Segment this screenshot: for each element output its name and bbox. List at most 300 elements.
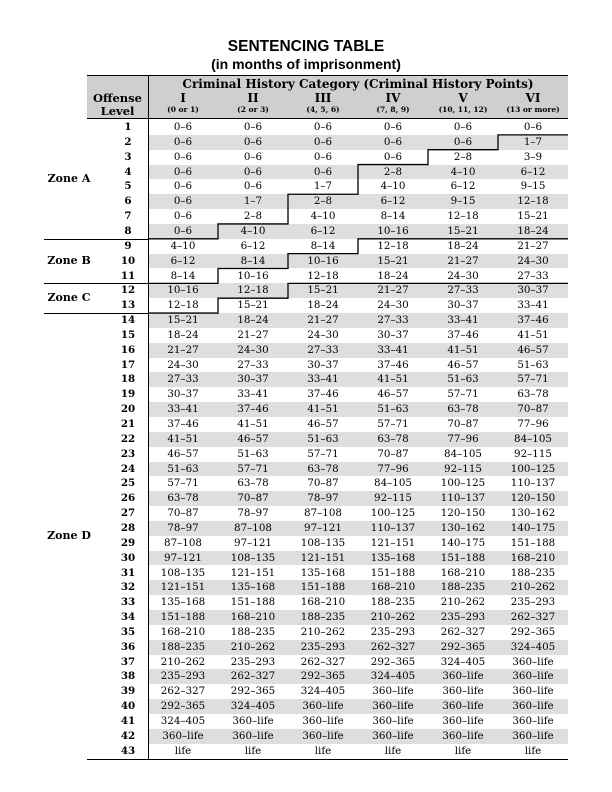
- table-cell: 168–210: [440, 566, 486, 579]
- table-cell: 78–97: [167, 521, 199, 534]
- table-cell: 41–51: [377, 373, 409, 386]
- table-cell: 57–71: [167, 477, 199, 490]
- table-cell: 262–327: [160, 685, 206, 698]
- table-cell: 0–6: [313, 135, 333, 148]
- zone-divider: [44, 283, 148, 284]
- table-cell: 18–24: [517, 224, 549, 237]
- offense-level: 6: [124, 195, 132, 208]
- category-roman: II: [247, 91, 259, 105]
- table-cell: 41–51: [307, 403, 339, 416]
- header-bottom-rule: [87, 118, 568, 119]
- table-cell: 6–12: [170, 254, 196, 267]
- table-cell: 360–life: [232, 715, 274, 727]
- table-cell: 360–life: [512, 670, 554, 683]
- offense-level: 3: [124, 150, 132, 163]
- table-cell: 21–27: [307, 314, 339, 327]
- offense-level: 16: [120, 343, 136, 356]
- table-cell: 360–life: [512, 655, 554, 668]
- offense-level: 36: [120, 640, 136, 653]
- offense-level: 12: [120, 284, 136, 297]
- table-cell: 110–137: [440, 492, 486, 505]
- table-cell: 51–63: [447, 373, 479, 386]
- table-cell: 0–6: [243, 180, 263, 193]
- table-cell: 0–6: [173, 121, 193, 133]
- offense-label-line2: Level: [100, 104, 135, 118]
- table-cell: 18–24: [237, 314, 269, 327]
- table-cell: 360–life: [512, 715, 554, 727]
- table-cell: 292–365: [160, 700, 206, 713]
- zone-label: Zone C: [47, 291, 91, 305]
- offense-level: 1: [124, 121, 132, 133]
- category-points: (2 or 3): [237, 105, 269, 114]
- table-cell: 97–121: [304, 521, 342, 534]
- table-cell: 33–41: [167, 403, 199, 416]
- offense-level: 39: [120, 685, 136, 698]
- table-cell: 360–life: [442, 715, 484, 727]
- table-cell: 360–life: [372, 715, 414, 727]
- table-cell: 24–30: [517, 254, 549, 267]
- table-cell: 235–293: [440, 611, 486, 624]
- table-cell: 110–137: [370, 521, 416, 534]
- table-cell: 140–175: [440, 536, 486, 549]
- table-cell: 140–175: [510, 521, 556, 534]
- table-cell: 188–235: [160, 640, 206, 653]
- table-cell: 30–37: [517, 284, 549, 297]
- table-cell: 15–21: [167, 314, 199, 327]
- offense-level: 28: [120, 521, 136, 534]
- offense-level: 4: [124, 165, 132, 178]
- offense-level: 25: [120, 477, 136, 490]
- table-cell: 24–30: [237, 343, 269, 356]
- category-roman: V: [458, 91, 468, 105]
- table-cell: 12–18: [447, 210, 479, 223]
- table-cell: 135–168: [370, 551, 416, 564]
- table-cell: 151–188: [370, 566, 416, 579]
- table-cell: 151–188: [230, 596, 276, 609]
- table-cell: 27–33: [447, 284, 479, 297]
- table-cell: 30–37: [167, 388, 199, 401]
- table-cell: 100–125: [370, 507, 416, 520]
- table-cell: 235–293: [230, 655, 276, 668]
- table-cell: 151–188: [160, 611, 206, 624]
- table-cell: life: [244, 744, 262, 757]
- table-cell: 77–96: [377, 462, 409, 475]
- offense-level: 22: [120, 432, 136, 445]
- table-cell: 292–365: [370, 655, 416, 668]
- table-cell: 235–293: [300, 640, 346, 653]
- table-cell: 87–108: [164, 536, 202, 549]
- table-cell: 292–365: [230, 685, 276, 698]
- table-cell: 210–262: [230, 640, 276, 653]
- table-cell: 151–188: [510, 536, 556, 549]
- table-cell: 292–365: [440, 640, 486, 653]
- table-cell: 0–6: [173, 195, 193, 208]
- table-cell: 2–8: [243, 210, 263, 223]
- offense-level: 2: [124, 135, 132, 148]
- page-title: SENTENCING TABLE: [227, 38, 385, 55]
- table-cell: 235–293: [510, 596, 556, 609]
- table-cell: 18–24: [447, 239, 479, 252]
- table-cell: 51–63: [307, 432, 339, 445]
- table-cell: 51–63: [377, 403, 409, 416]
- table-cell: 30–37: [307, 358, 339, 371]
- table-cell: 0–6: [173, 135, 193, 148]
- offense-level: 20: [120, 403, 136, 416]
- offense-level: 42: [120, 729, 136, 742]
- category-roman: IV: [385, 91, 401, 105]
- table-cell: 0–6: [453, 135, 473, 148]
- table-cell: 57–71: [237, 462, 269, 475]
- table-cell: 37–46: [167, 418, 199, 430]
- table-cell: 1–7: [313, 180, 333, 193]
- table-cell: 77–96: [447, 432, 479, 445]
- table-cell: 8–14: [240, 254, 266, 267]
- table-cell: 63–78: [167, 492, 199, 505]
- table-cell: 135–168: [230, 581, 276, 594]
- table-cell: 210–262: [440, 596, 486, 609]
- table-cell: 46–57: [237, 432, 269, 445]
- table-cell: 324–405: [300, 685, 346, 698]
- table-top-rule: [87, 75, 568, 76]
- table-cell: 63–78: [517, 388, 549, 401]
- table-cell: 188–235: [370, 596, 416, 609]
- table-cell: 84–105: [444, 447, 482, 460]
- table-cell: 70–87: [377, 447, 409, 460]
- table-cell: 33–41: [447, 314, 479, 327]
- table-cell: 18–24: [307, 299, 339, 312]
- category-points: (10, 11, 12): [438, 105, 488, 114]
- table-cell: 21–27: [377, 284, 409, 297]
- offense-level: 34: [120, 611, 136, 624]
- table-cell: 0–6: [173, 165, 193, 178]
- table-cell: 121–151: [370, 536, 416, 549]
- table-cell: 63–78: [237, 477, 269, 490]
- category-points: (7, 8, 9): [376, 105, 410, 114]
- table-cell: 262–327: [440, 625, 486, 638]
- table-cell: 21–27: [237, 328, 269, 341]
- table-cell: 92–115: [444, 462, 482, 475]
- offense-level: 24: [120, 462, 136, 475]
- table-cell: 9–15: [450, 195, 476, 208]
- table-cell: 12–18: [377, 239, 409, 252]
- table-cell: 37–46: [307, 388, 339, 401]
- table-cell: 57–71: [447, 388, 479, 401]
- table-cell: 4–10: [240, 224, 266, 237]
- table-cell: 210–262: [300, 625, 346, 638]
- table-cell: 87–108: [304, 507, 342, 520]
- offense-level: 29: [120, 536, 136, 549]
- table-cell: 360–life: [512, 700, 554, 713]
- table-cell: 27–33: [377, 314, 409, 327]
- table-cell: 6–12: [520, 165, 546, 178]
- table-cell: 21–27: [447, 254, 479, 267]
- table-cell: 360–life: [442, 729, 484, 742]
- table-cell: 77–96: [517, 418, 549, 430]
- table-cell: 10–16: [377, 224, 409, 237]
- table-cell: 0–6: [173, 210, 193, 223]
- category-points: (0 or 1): [167, 105, 199, 114]
- table-cell: 324–405: [370, 670, 416, 683]
- table-cell: 70–87: [447, 418, 479, 430]
- table-cell: 188–235: [510, 566, 556, 579]
- offense-level: 15: [120, 328, 136, 341]
- zone-divider: [44, 239, 148, 240]
- table-cell: 168–210: [370, 581, 416, 594]
- table-cell: 12–18: [307, 269, 339, 282]
- table-cell: 92–115: [374, 492, 412, 505]
- table-cell: 151–188: [440, 551, 486, 564]
- table-cell: 360–life: [372, 729, 414, 742]
- table-cell: 360–life: [372, 685, 414, 698]
- table-cell: 360–life: [372, 700, 414, 713]
- table-cell: 262–327: [510, 611, 556, 624]
- table-cell: 24–30: [447, 269, 479, 282]
- table-cell: 41–51: [167, 432, 199, 445]
- table-cell: 360–life: [302, 729, 344, 742]
- table-cell: 168–210: [510, 551, 556, 564]
- table-cell: 27–33: [307, 343, 339, 356]
- table-cell: 121–151: [160, 581, 206, 594]
- table-cell: 4–10: [380, 180, 406, 193]
- zone-label: Zone A: [47, 172, 91, 186]
- table-cell: 15–21: [447, 224, 479, 237]
- offense-level: 41: [120, 715, 136, 727]
- page-subtitle: (in months of imprisonment): [211, 56, 401, 72]
- table-cell: 18–24: [377, 269, 409, 282]
- table-cell: 188–235: [300, 611, 346, 624]
- table-cell: 135–168: [300, 566, 346, 579]
- table-cell: 120–150: [510, 492, 556, 505]
- table-cell: 6–12: [380, 195, 406, 208]
- table-cell: 41–51: [447, 343, 479, 356]
- offense-level: 26: [120, 492, 136, 505]
- table-cell: 70–87: [167, 507, 199, 520]
- table-cell: 0–6: [383, 135, 403, 148]
- table-cell: 324–405: [160, 715, 206, 727]
- table-cell: 0–6: [173, 224, 193, 237]
- table-cell: 0–6: [313, 150, 333, 163]
- table-cell: 100–125: [510, 462, 556, 475]
- table-cell: 292–365: [300, 670, 346, 683]
- table-cell: 1–7: [243, 195, 263, 208]
- table-cell: 324–405: [440, 655, 486, 668]
- offense-level: 37: [120, 655, 136, 668]
- table-cell: life: [384, 744, 402, 757]
- table-cell: 4–10: [170, 239, 196, 252]
- table-cell: 168–210: [300, 596, 346, 609]
- table-cell: 24–30: [167, 358, 199, 371]
- table-cell: 360–life: [512, 729, 554, 742]
- offense-level: 27: [120, 507, 136, 520]
- table-cell: 360–life: [442, 700, 484, 713]
- table-cell: 63–78: [307, 462, 339, 475]
- table-cell: 324–405: [230, 700, 276, 713]
- category-points: (4, 5, 6): [306, 105, 340, 114]
- table-cell: 0–6: [453, 121, 473, 133]
- offense-level: 31: [120, 566, 136, 579]
- offense-level: 23: [120, 447, 136, 460]
- table-cell: 210–262: [160, 655, 206, 668]
- table-cell: 97–121: [164, 551, 202, 564]
- zone-label: Zone B: [47, 254, 91, 268]
- table-cell: 8–14: [170, 269, 196, 282]
- table-cell: 360–life: [232, 729, 274, 742]
- table-cell: 12–18: [517, 195, 549, 208]
- table-cell: life: [524, 744, 542, 757]
- table-cell: 70–87: [517, 403, 549, 416]
- table-cell: 24–30: [377, 299, 409, 312]
- offense-level: 21: [120, 418, 136, 430]
- table-cell: 2–8: [313, 195, 333, 208]
- table-cell: 84–105: [514, 432, 552, 445]
- offense-level: 5: [124, 180, 132, 193]
- offense-level: 13: [120, 299, 136, 312]
- table-cell: 51–63: [167, 462, 199, 475]
- table-cell: 130–162: [510, 507, 556, 520]
- table-cell: 6–12: [450, 180, 476, 193]
- table-cell: 360–life: [302, 715, 344, 727]
- table-cell: 235–293: [160, 670, 206, 683]
- table-cell: 0–6: [173, 150, 193, 163]
- table-cell: 360–life: [442, 670, 484, 683]
- table-cell: 235–293: [370, 625, 416, 638]
- table-cell: 135–168: [160, 596, 206, 609]
- table-cell: 51–63: [237, 447, 269, 460]
- table-cell: 210–262: [370, 611, 416, 624]
- table-cell: 0–6: [243, 135, 263, 148]
- table-cell: 30–37: [377, 328, 409, 341]
- table-cell: 37–46: [377, 358, 409, 371]
- table-cell: 108–135: [300, 536, 346, 549]
- table-cell: 121–151: [300, 551, 346, 564]
- table-cell: 46–57: [307, 418, 339, 430]
- offense-level: 7: [124, 210, 132, 223]
- table-cell: 37–46: [517, 314, 549, 327]
- table-cell: 8–14: [380, 210, 406, 223]
- table-cell: 130–162: [440, 521, 486, 534]
- table-cell: 4–10: [450, 165, 476, 178]
- table-cell: 15–21: [377, 254, 409, 267]
- table-cell: 37–46: [237, 403, 269, 416]
- table-cell: 70–87: [237, 492, 269, 505]
- table-cell: 0–6: [523, 121, 543, 133]
- table-cell: 6–12: [310, 224, 336, 237]
- table-cell: 21–27: [167, 343, 199, 356]
- offense-level: 17: [120, 358, 136, 371]
- table-cell: life: [454, 744, 472, 757]
- category-points: (13 or more): [506, 105, 560, 114]
- table-cell: 27–33: [167, 373, 199, 386]
- table-cell: 46–57: [517, 343, 549, 356]
- table-cell: 8–14: [310, 239, 336, 252]
- offense-level: 19: [120, 388, 136, 401]
- table-cell: 41–51: [237, 418, 269, 430]
- table-cell: 92–115: [514, 447, 552, 460]
- table-cell: 292–365: [510, 625, 556, 638]
- table-cell: 12–18: [167, 299, 199, 312]
- table-cell: 27–33: [517, 269, 549, 282]
- table-cell: 0–6: [383, 121, 403, 133]
- table-cell: 262–327: [370, 640, 416, 653]
- table-cell: 0–6: [313, 165, 333, 178]
- table-cell: 18–24: [167, 328, 199, 341]
- zone-label: Zone D: [47, 528, 91, 542]
- table-cell: life: [174, 744, 192, 757]
- table-cell: 0–6: [383, 150, 403, 163]
- table-cell: 4–10: [310, 210, 336, 223]
- table-cell: 1–7: [523, 135, 543, 148]
- zone-divider: [44, 313, 148, 314]
- table-cell: 151–188: [300, 581, 346, 594]
- table-cell: 168–210: [230, 611, 276, 624]
- table-cell: 63–78: [377, 432, 409, 445]
- offense-level: 32: [120, 581, 136, 594]
- table-cell: 46–57: [447, 358, 479, 371]
- table-cell: 210–262: [510, 581, 556, 594]
- table-cell: 57–71: [517, 373, 549, 386]
- offense-level: 9: [124, 239, 132, 252]
- table-cell: 6–12: [240, 239, 266, 252]
- table-cell: 2–8: [383, 165, 403, 178]
- table-cell: 9–15: [520, 180, 546, 193]
- offense-level: 14: [120, 314, 136, 327]
- table-cell: 12–18: [237, 284, 269, 297]
- table-cell: 0–6: [243, 165, 263, 178]
- table-cell: 46–57: [377, 388, 409, 401]
- table-cell: 360–life: [442, 685, 484, 698]
- offense-level: 8: [124, 224, 132, 237]
- table-cell: 33–41: [237, 388, 269, 401]
- table-cell: 0–6: [243, 150, 263, 163]
- table-cell: 57–71: [307, 447, 339, 460]
- table-cell: 360–life: [512, 685, 554, 698]
- table-cell: 21–27: [517, 239, 549, 252]
- table-cell: 0–6: [313, 121, 333, 133]
- table-cell: 33–41: [377, 343, 409, 356]
- table-cell: 262–327: [230, 670, 276, 683]
- table-cell: 10–16: [307, 254, 339, 267]
- table-cell: 15–21: [307, 284, 339, 297]
- table-cell: 262–327: [300, 655, 346, 668]
- table-cell: 15–21: [237, 299, 269, 312]
- table-cell: 168–210: [160, 625, 206, 638]
- offense-label-line1: Offense: [93, 91, 142, 105]
- table-cell: 97–121: [234, 536, 272, 549]
- table-cell: 2–8: [453, 150, 473, 163]
- table-cell: 41–51: [517, 328, 549, 341]
- offense-level: 40: [120, 700, 136, 713]
- offense-level: 33: [120, 596, 136, 609]
- category-title: Criminal History Category (Criminal History Points): [182, 77, 534, 91]
- table-cell: 27–33: [237, 358, 269, 371]
- table-cell: 15–21: [517, 210, 549, 223]
- table-cell: 110–137: [510, 477, 556, 490]
- table-cell: 360–life: [302, 700, 344, 713]
- table-cell: 51–63: [517, 358, 549, 371]
- table-cell: 30–37: [447, 299, 479, 312]
- offense-level: 18: [120, 373, 136, 386]
- table-cell: 57–71: [377, 418, 409, 430]
- table-cell: 46–57: [167, 447, 199, 460]
- table-cell: 100–125: [440, 477, 486, 490]
- table-cell: 188–235: [440, 581, 486, 594]
- table-cell: 121–151: [230, 566, 276, 579]
- table-cell: 30–37: [237, 373, 269, 386]
- table-bottom-rule: [87, 759, 568, 760]
- table-cell: 84–105: [374, 477, 412, 490]
- table-cell: 324–405: [510, 640, 556, 653]
- table-cell: 0–6: [173, 180, 193, 193]
